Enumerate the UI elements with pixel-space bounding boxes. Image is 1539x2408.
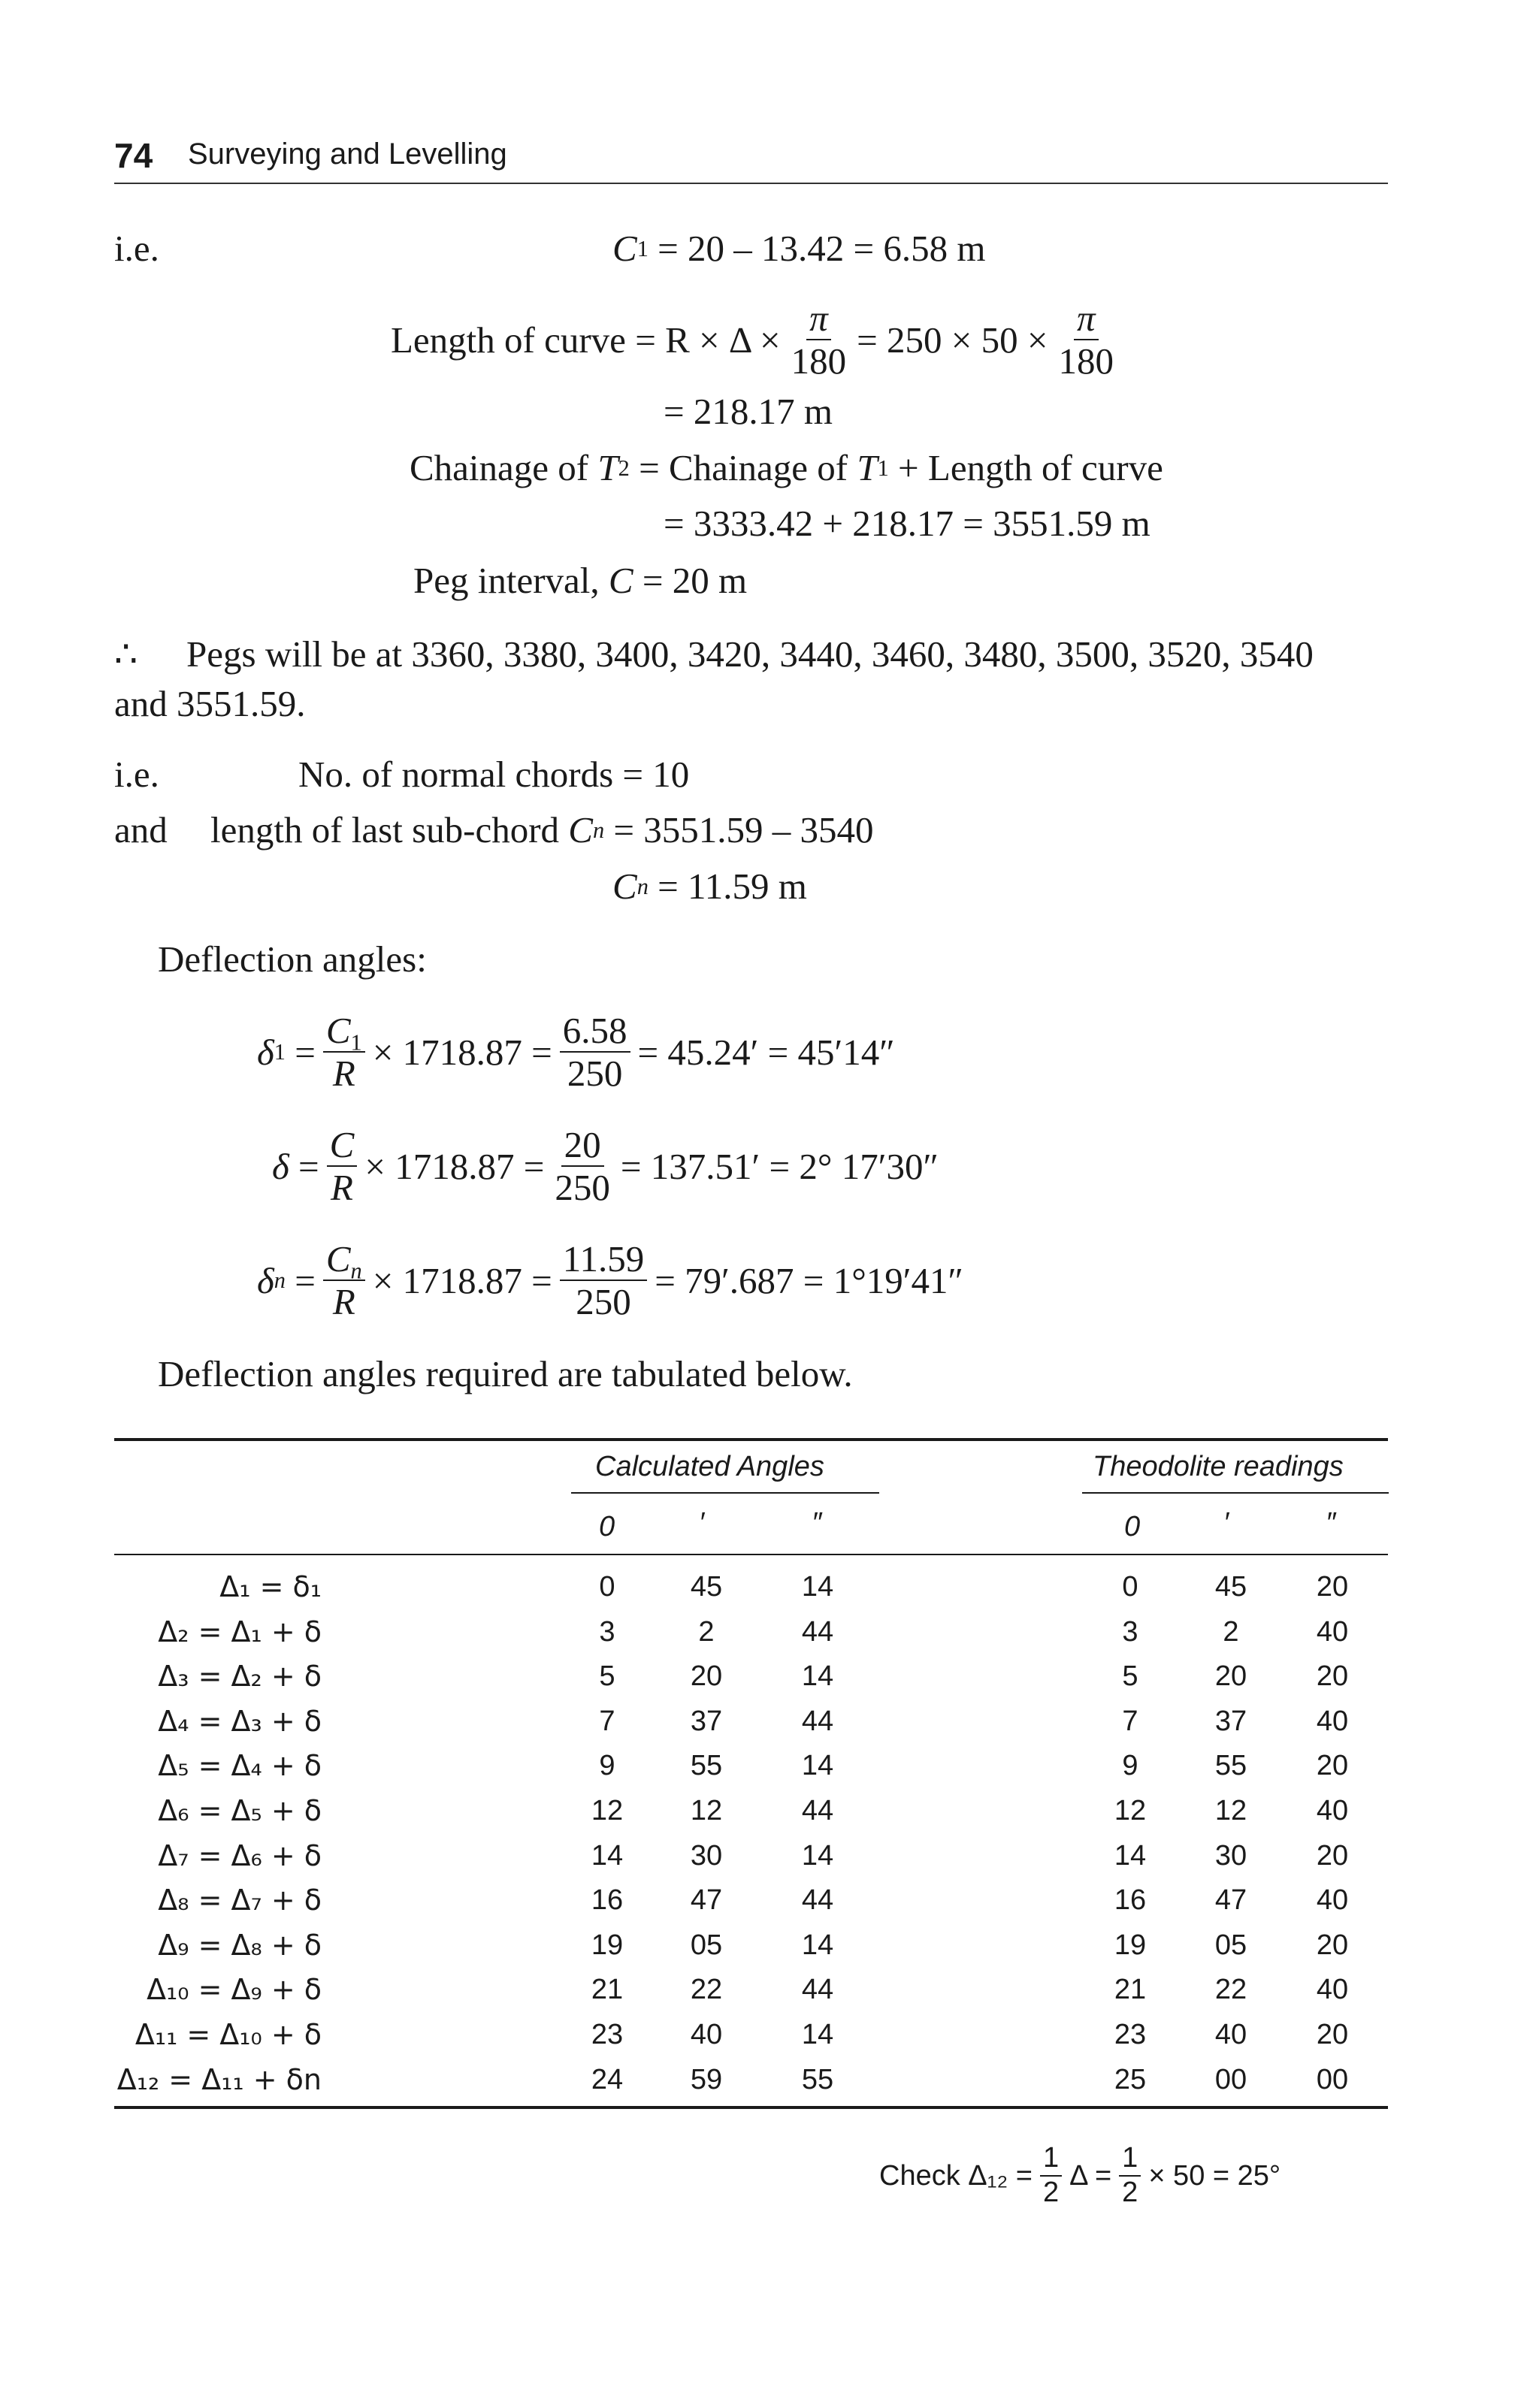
unit-min-calc: ′ bbox=[699, 1507, 705, 1539]
table-cell: 55 bbox=[690, 1750, 723, 1782]
group-underline-calculated bbox=[571, 1492, 879, 1494]
table-cell: 40 bbox=[1316, 1795, 1349, 1826]
running-title: Surveying and Levelling bbox=[188, 137, 507, 171]
table-cell: 44 bbox=[801, 1884, 834, 1917]
normal-chords-equation: No. of normal chords = 10 bbox=[298, 754, 690, 795]
table-cell: 37 bbox=[1214, 1705, 1247, 1737]
table-cell: 45 bbox=[1214, 1571, 1247, 1603]
table-cell: 23 bbox=[1114, 2019, 1147, 2050]
table-cell: 59 bbox=[690, 2063, 723, 2095]
table-cell: 20 bbox=[1214, 1660, 1247, 1693]
table-cell: 30 bbox=[690, 1839, 723, 1872]
table-cell: 05 bbox=[690, 1929, 723, 1961]
table-cell: 19 bbox=[591, 1929, 624, 1961]
table-cell: 14 bbox=[801, 1929, 834, 1961]
table-cell: 14 bbox=[801, 2019, 834, 2050]
table-row-label: Δ₁₂ = Δ₁₁ + δn bbox=[116, 2062, 322, 2096]
table-cell: 12 bbox=[690, 1795, 723, 1826]
table-cell: 40 bbox=[1316, 1705, 1349, 1737]
table-row-label: Δ₅ = Δ₄ + δ bbox=[158, 1749, 322, 1783]
table-cell: 40 bbox=[1316, 1615, 1349, 1648]
table-cell: 44 bbox=[801, 1974, 834, 2006]
table-intro: Deflection angles required are tabulated below. bbox=[158, 1353, 853, 1394]
unit-min-theo: ′ bbox=[1223, 1507, 1229, 1539]
table-cell: 22 bbox=[690, 1974, 723, 2006]
pegs-line-2: and 3551.59. bbox=[114, 683, 306, 724]
table-cell: 9 bbox=[599, 1750, 615, 1782]
table-cell: 20 bbox=[1316, 1839, 1349, 1872]
table-cell: 22 bbox=[1214, 1974, 1247, 2006]
peg-interval-equation: Peg interval, C = 20 m bbox=[413, 560, 748, 601]
table-cell: 55 bbox=[801, 2063, 834, 2095]
table-cell: 23 bbox=[591, 2019, 624, 2050]
table-cell: 24 bbox=[591, 2063, 624, 2095]
table-cell: 20 bbox=[1316, 2019, 1349, 2050]
table-row-label: Δ₁₁ = Δ₁₀ + δ bbox=[135, 2018, 322, 2051]
table-cell: 0 bbox=[599, 1571, 615, 1603]
table-cell: 00 bbox=[1316, 2063, 1349, 2095]
table-header-rule bbox=[114, 1554, 1388, 1555]
table-cell: 47 bbox=[690, 1884, 723, 1917]
table-cell: 16 bbox=[591, 1884, 624, 1917]
sub-chord-equation: length of last sub-chord C n = 3551.59 – 3540 bbox=[210, 809, 874, 851]
table-cell: 55 bbox=[1214, 1750, 1247, 1782]
cn-equation: C n = 11.59 m bbox=[612, 866, 807, 907]
group-underline-theodolite bbox=[1082, 1492, 1389, 1494]
length-result: = 218.17 m bbox=[664, 391, 833, 432]
table-cell: 20 bbox=[690, 1660, 723, 1693]
ie-label-1: i.e. bbox=[114, 228, 159, 269]
unit-deg-theo: 0 bbox=[1124, 1511, 1141, 1542]
delta-equation: δ = $\frac{C}{R}$ × 1718.87 = $\frac{20}{250}$ = 137.51′ = 2° 17′30″ bbox=[272, 1123, 939, 1208]
table-cell: 40 bbox=[1316, 1974, 1349, 2006]
chainage-t2-equation: Chainage of T 2 = Chainage of T 1 + Length of curve bbox=[410, 447, 1163, 488]
table-cell: 12 bbox=[1114, 1795, 1147, 1826]
table-cell: 12 bbox=[591, 1795, 624, 1826]
table-cell: 14 bbox=[801, 1750, 834, 1782]
table-row-label: Δ₂ = Δ₁ + δ bbox=[158, 1615, 322, 1648]
table-cell: 40 bbox=[690, 2019, 723, 2050]
table-cell: 40 bbox=[1214, 2019, 1247, 2050]
table-cell: 9 bbox=[1122, 1750, 1138, 1782]
table-cell: 44 bbox=[801, 1795, 834, 1826]
table-cell: 14 bbox=[801, 1660, 834, 1693]
table-row-label: Δ₉ = Δ₈ + δ bbox=[158, 1928, 322, 1962]
header-rule bbox=[114, 183, 1388, 184]
table-cell: 7 bbox=[1122, 1705, 1138, 1737]
table-row-label: Δ₁ = δ₁ bbox=[219, 1570, 322, 1603]
table-cell: 44 bbox=[801, 1705, 834, 1737]
table-cell: 20 bbox=[1316, 1571, 1349, 1603]
group-header-theodolite: Theodolite readings bbox=[1093, 1451, 1344, 1482]
table-bottom-rule bbox=[114, 2106, 1388, 2109]
delta-n-equation: δ n = $\frac{C_n}{R}$ × 1718.87 = $\frac{11.59}{250}$ = 79′.687 = 1°19′41″ bbox=[257, 1237, 963, 1322]
table-cell: 05 bbox=[1214, 1929, 1247, 1961]
therefore-symbol: ∴ bbox=[114, 633, 138, 675]
table-cell: 21 bbox=[1114, 1974, 1147, 2006]
and-label: and bbox=[114, 809, 168, 851]
table-cell: 47 bbox=[1214, 1884, 1247, 1917]
chainage-result: = 3333.42 + 218.17 = 3551.59 m bbox=[664, 503, 1150, 544]
table-cell: 2 bbox=[698, 1615, 715, 1648]
check-equation: Check Δ₁₂ = $\frac{1}{2}$ Δ = $\frac{1}{2}$ × 50 = 25° bbox=[879, 2142, 1281, 2208]
table-cell: 37 bbox=[690, 1705, 723, 1737]
table-cell: 5 bbox=[599, 1660, 615, 1693]
table-cell: 30 bbox=[1214, 1839, 1247, 1872]
table-cell: 45 bbox=[690, 1571, 723, 1603]
ie-label-2: i.e. bbox=[114, 754, 159, 795]
group-header-calculated: Calculated Angles bbox=[595, 1451, 824, 1482]
table-cell: 40 bbox=[1316, 1884, 1349, 1917]
table-cell: 2 bbox=[1223, 1615, 1239, 1648]
table-row-label: Δ₇ = Δ₆ + δ bbox=[158, 1838, 322, 1872]
table-row-label: Δ₁₀ = Δ₉ + δ bbox=[147, 1973, 322, 2007]
table-top-rule bbox=[114, 1438, 1388, 1441]
table-cell: 44 bbox=[801, 1615, 834, 1648]
table-row-label: Δ₃ = Δ₂ + δ bbox=[158, 1660, 322, 1693]
delta1-equation: δ 1 = $\frac{C_1}{R}$ × 1718.87 = $\frac{6.58}{250}$ = 45.24′ = 45′14″ bbox=[257, 1009, 895, 1094]
table-cell: 5 bbox=[1122, 1660, 1138, 1693]
unit-sec-calc: ″ bbox=[812, 1507, 822, 1539]
table-cell: 00 bbox=[1214, 2063, 1247, 2095]
table-cell: 3 bbox=[1122, 1615, 1138, 1648]
table-cell: 0 bbox=[1122, 1571, 1138, 1603]
table-cell: 16 bbox=[1114, 1884, 1147, 1917]
table-cell: 14 bbox=[591, 1839, 624, 1872]
table-row-label: Δ₄ = Δ₃ + δ bbox=[158, 1704, 322, 1738]
length-of-curve-equation: Length of curve = R × Δ × $\frac{\pi}{180}$ = 250 × 50 × $\frac{\pi}{180}$ bbox=[391, 297, 1114, 382]
pegs-line-1: Pegs will be at 3360, 3380, 3400, 3420, 3440, 3460, 3480, 3500, 3520, 3540 bbox=[186, 633, 1314, 675]
unit-sec-theo: ″ bbox=[1326, 1507, 1336, 1539]
table-cell: 19 bbox=[1114, 1929, 1147, 1961]
table-cell: 20 bbox=[1316, 1750, 1349, 1782]
table-cell: 20 bbox=[1316, 1660, 1349, 1693]
page-number: 74 bbox=[114, 136, 153, 175]
table-cell: 14 bbox=[1114, 1839, 1147, 1872]
table-cell: 14 bbox=[801, 1571, 834, 1603]
table-row-label: Δ₈ = Δ₇ + δ bbox=[158, 1884, 322, 1917]
deflection-heading: Deflection angles: bbox=[158, 938, 427, 980]
table-cell: 12 bbox=[1214, 1795, 1247, 1826]
table-cell: 14 bbox=[801, 1839, 834, 1872]
table-cell: 25 bbox=[1114, 2063, 1147, 2095]
table-cell: 21 bbox=[591, 1974, 624, 2006]
table-cell: 7 bbox=[599, 1705, 615, 1737]
table-row-label: Δ₆ = Δ₅ + δ bbox=[158, 1794, 322, 1827]
c1-equation: C 1 = 20 – 13.42 = 6.58 m bbox=[612, 228, 986, 269]
table-cell: 3 bbox=[599, 1615, 615, 1648]
table-cell: 20 bbox=[1316, 1929, 1349, 1961]
unit-deg-calc: 0 bbox=[599, 1511, 615, 1542]
